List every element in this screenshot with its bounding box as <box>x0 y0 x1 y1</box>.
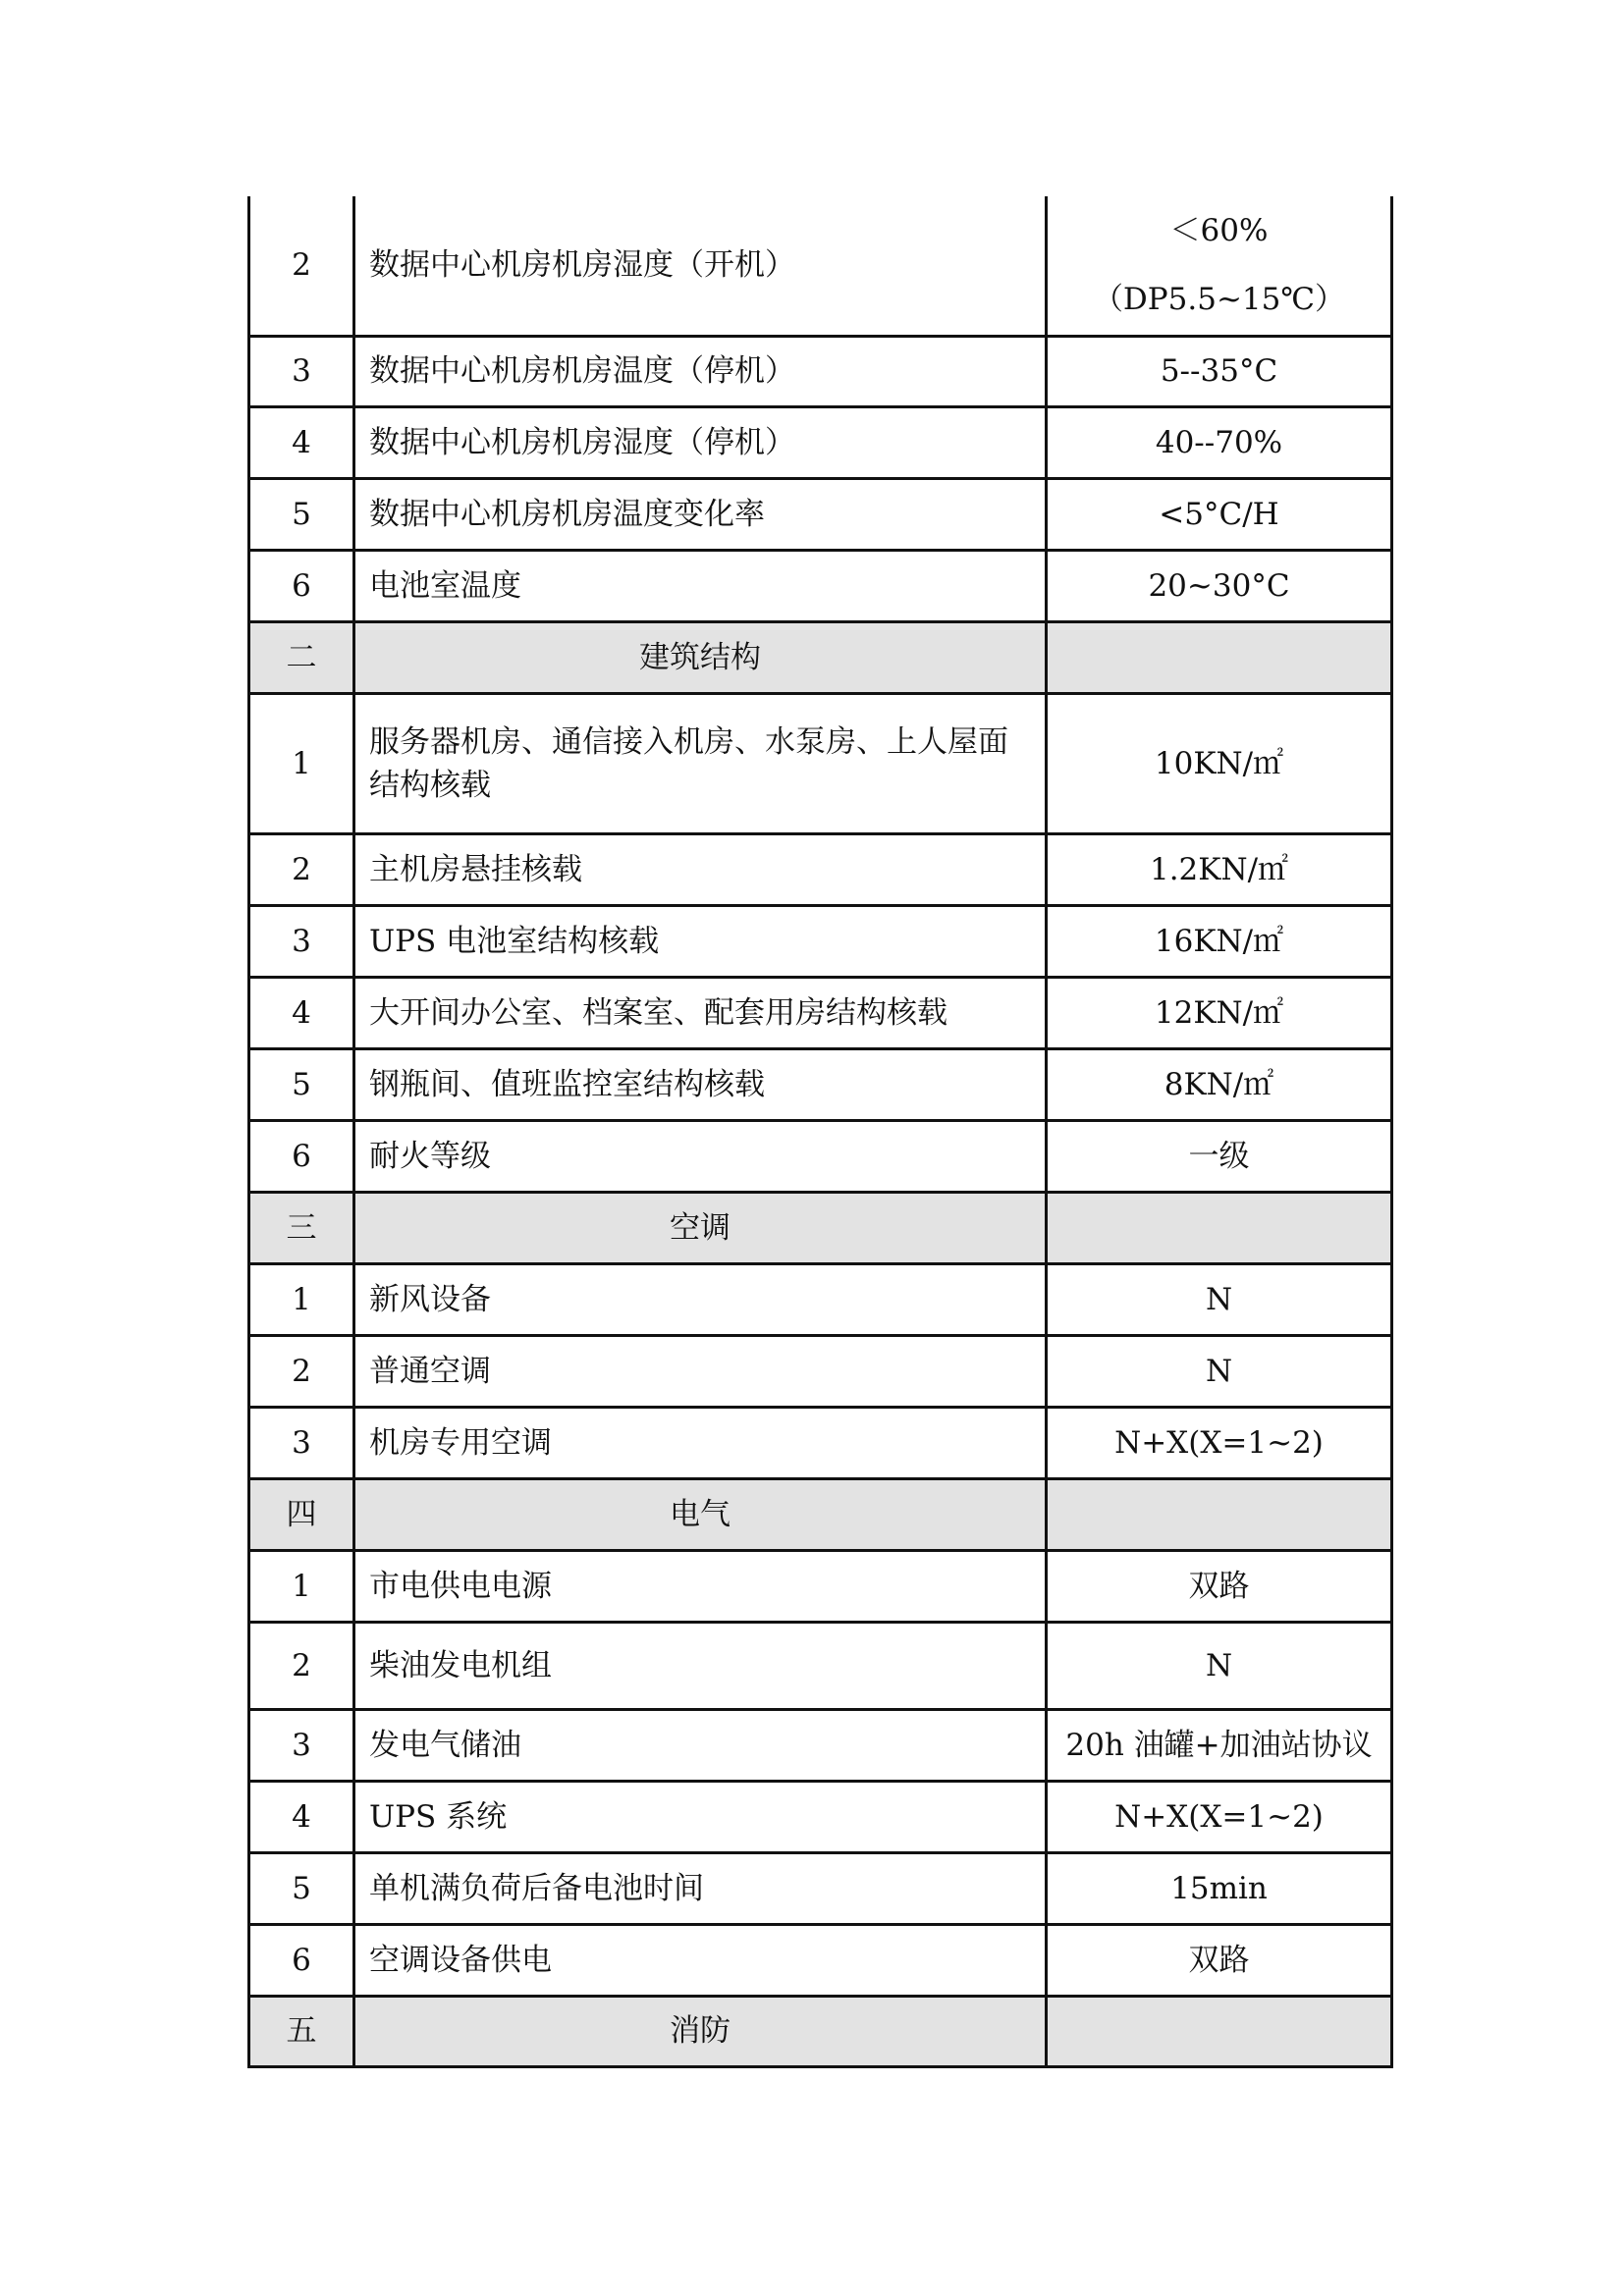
row-item: 电池室温度 <box>354 550 1047 621</box>
row-number: 3 <box>249 1709 354 1781</box>
table-row <box>249 977 1392 1048</box>
row-item: 柴油发电机组 <box>354 1622 1047 1709</box>
table-row <box>249 478 1392 550</box>
row-number: 6 <box>249 550 354 621</box>
row-number: 2 <box>249 1335 354 1407</box>
table-row <box>249 1924 1392 1996</box>
row-item: 数据中心机房机房湿度（开机） <box>354 196 1047 336</box>
row-number: 5 <box>249 1048 354 1120</box>
row-value: 40--70% <box>1047 406 1392 478</box>
row-item: 市电供电电源 <box>354 1550 1047 1622</box>
section-title: 空调 <box>354 1192 1047 1263</box>
row-item: UPS 系统 <box>354 1781 1047 1852</box>
row-value: 双路 <box>1047 1550 1392 1622</box>
row-number: 1 <box>249 1550 354 1622</box>
table-row <box>249 406 1392 478</box>
row-item: 服务器机房、通信接入机房、水泵房、上人屋面结构核载 <box>354 693 1047 833</box>
row-value: N+X(X=1~2) <box>1047 1407 1392 1478</box>
row-value: <5°C/H <box>1047 478 1392 550</box>
section-row-fire-protection <box>249 1996 1392 2066</box>
table-row <box>249 1263 1392 1335</box>
row-value: 双路 <box>1047 1924 1392 1996</box>
row-item: 数据中心机房机房湿度（停机） <box>354 406 1047 478</box>
row-value: 12KN/㎡ <box>1047 977 1392 1048</box>
row-number: 5 <box>249 1852 354 1924</box>
row-item: 钢瓶间、值班监控室结构核载 <box>354 1048 1047 1120</box>
section-value-empty <box>1047 1478 1392 1550</box>
row-item: 发电气储油 <box>354 1709 1047 1781</box>
row-number: 4 <box>249 1781 354 1852</box>
row-item: UPS 电池室结构核载 <box>354 905 1047 977</box>
row-number: 3 <box>249 905 354 977</box>
section-title: 消防 <box>354 1996 1047 2066</box>
section-number: 四 <box>249 1478 354 1550</box>
row-number: 6 <box>249 1924 354 1996</box>
row-number: 1 <box>249 1263 354 1335</box>
row-value: 15min <box>1047 1852 1392 1924</box>
table-row <box>249 1709 1392 1781</box>
section-number: 五 <box>249 1996 354 2066</box>
row-item: 新风设备 <box>354 1263 1047 1335</box>
row-item: 数据中心机房机房温度（停机） <box>354 336 1047 406</box>
row-item: 耐火等级 <box>354 1120 1047 1192</box>
row-value: 10KN/㎡ <box>1047 693 1392 833</box>
row-item: 大开间办公室、档案室、配套用房结构核载 <box>354 977 1047 1048</box>
section-number: 三 <box>249 1192 354 1263</box>
section-number: 二 <box>249 621 354 693</box>
row-value: 1.2KN/㎡ <box>1047 833 1392 905</box>
section-value-empty <box>1047 1192 1392 1263</box>
row-value: N <box>1047 1263 1392 1335</box>
section-value-empty <box>1047 621 1392 693</box>
table-row <box>249 1048 1392 1120</box>
row-value: N <box>1047 1622 1392 1709</box>
table-row <box>249 336 1392 406</box>
table-row <box>249 833 1392 905</box>
row-number: 6 <box>249 1120 354 1192</box>
row-item: 主机房悬挂核载 <box>354 833 1047 905</box>
row-item: 数据中心机房机房温度变化率 <box>354 478 1047 550</box>
table-row <box>249 1622 1392 1709</box>
table-row <box>249 905 1392 977</box>
row-number: 4 <box>249 977 354 1048</box>
table-row <box>249 550 1392 621</box>
row-value: 8KN/㎡ <box>1047 1048 1392 1120</box>
row-number: 2 <box>249 1622 354 1709</box>
row-number: 2 <box>249 833 354 905</box>
row-value: 一级 <box>1047 1120 1392 1192</box>
specification-table <box>247 196 1393 2068</box>
section-row-air-conditioning <box>249 1192 1392 1263</box>
section-row-building-structure <box>249 621 1392 693</box>
table-row <box>249 1335 1392 1407</box>
row-item: 空调设备供电 <box>354 1924 1047 1996</box>
table-row <box>249 1852 1392 1924</box>
section-title: 电气 <box>354 1478 1047 1550</box>
row-value <box>1047 196 1392 336</box>
table-row <box>249 693 1392 833</box>
section-title: 建筑结构 <box>354 621 1047 693</box>
row-value-line2: （DP5.5~15℃） <box>1092 282 1346 318</box>
row-item: 单机满负荷后备电池时间 <box>354 1852 1047 1924</box>
section-value-empty <box>1047 1996 1392 2066</box>
row-value: 20h 油罐+加油站协议 <box>1047 1709 1392 1781</box>
row-item: 机房专用空调 <box>354 1407 1047 1478</box>
row-number: 3 <box>249 336 354 406</box>
row-number: 4 <box>249 406 354 478</box>
row-value-line1: ＜60% <box>1169 213 1269 249</box>
section-row-electrical <box>249 1478 1392 1550</box>
row-number: 2 <box>249 196 354 336</box>
row-number: 1 <box>249 693 354 833</box>
row-number: 5 <box>249 478 354 550</box>
row-value: N+X(X=1~2) <box>1047 1781 1392 1852</box>
table-row <box>249 196 1392 336</box>
table-row <box>249 1550 1392 1622</box>
row-number: 3 <box>249 1407 354 1478</box>
row-value: 20~30°C <box>1047 550 1392 621</box>
table-row <box>249 1781 1392 1852</box>
row-value: 5--35°C <box>1047 336 1392 406</box>
row-value: N <box>1047 1335 1392 1407</box>
table-row <box>249 1407 1392 1478</box>
row-item: 普通空调 <box>354 1335 1047 1407</box>
row-value: 16KN/㎡ <box>1047 905 1392 977</box>
table-row <box>249 1120 1392 1192</box>
